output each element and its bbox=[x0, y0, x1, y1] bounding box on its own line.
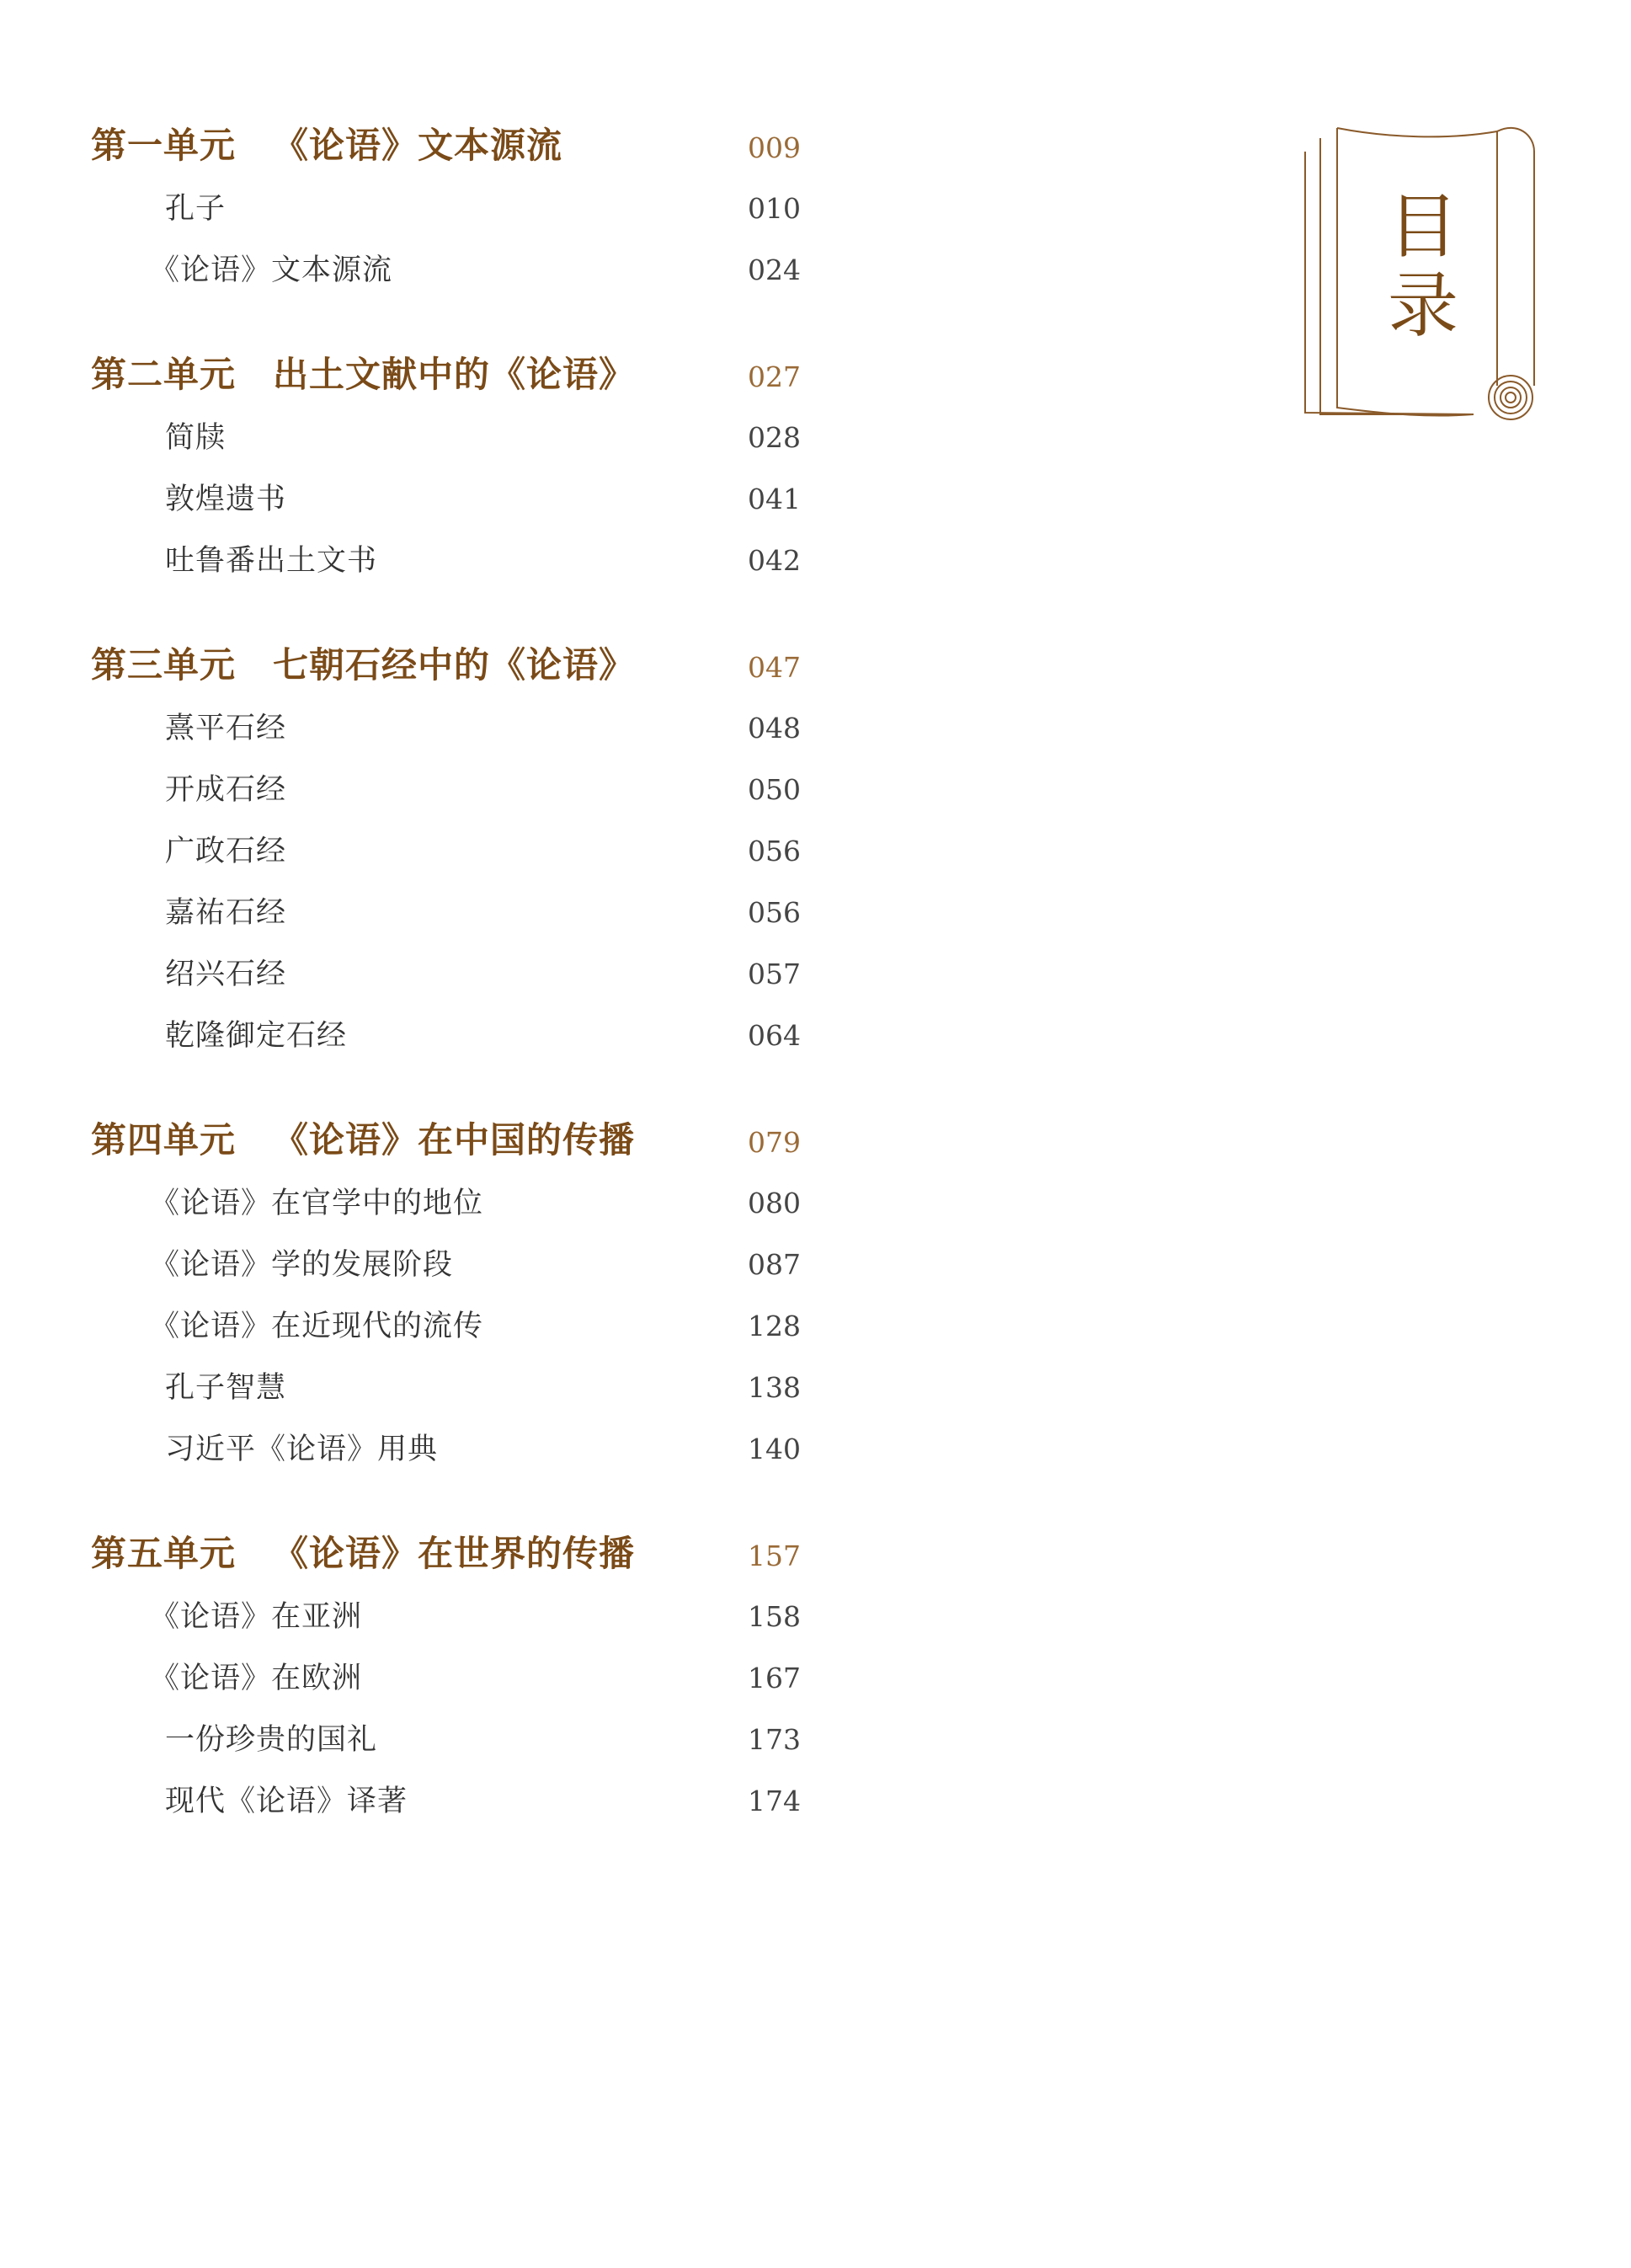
entry-page-number: 056 bbox=[748, 835, 801, 867]
unit-page-number: 157 bbox=[748, 1540, 801, 1572]
emblem-char-1: 目 bbox=[1387, 185, 1458, 268]
entry-title: 现代《论语》译著 bbox=[165, 1785, 408, 1818]
entry-title: 《论语》在欧洲 bbox=[150, 1662, 363, 1695]
toc-entry[interactable] bbox=[91, 889, 801, 951]
entry-title: 吐鲁番出土文书 bbox=[165, 544, 378, 578]
toc-entry[interactable] bbox=[91, 185, 801, 247]
unit-heading[interactable] bbox=[91, 1526, 801, 1583]
entry-title: 《论语》在近现代的流传 bbox=[150, 1310, 484, 1343]
toc-unit-4 bbox=[91, 1113, 801, 1487]
entry-page-number: 057 bbox=[748, 958, 801, 990]
toc-entry[interactable] bbox=[91, 414, 801, 476]
toc-entry[interactable] bbox=[91, 828, 801, 889]
unit-heading[interactable] bbox=[91, 1113, 801, 1170]
entry-title: 乾隆御定石经 bbox=[165, 1019, 348, 1053]
entry-page-number: 064 bbox=[748, 1019, 801, 1052]
toc-entry[interactable] bbox=[91, 1593, 801, 1655]
entry-title: 敦煌遗书 bbox=[165, 483, 287, 516]
emblem-char-2: 录 bbox=[1387, 264, 1458, 347]
unit-page-number: 027 bbox=[748, 360, 801, 393]
table-of-contents bbox=[91, 118, 801, 1878]
entry-title: 《论语》学的发展阶段 bbox=[150, 1248, 454, 1282]
entry-title: 广政石经 bbox=[165, 835, 287, 868]
unit-heading[interactable] bbox=[91, 347, 801, 404]
toc-unit-2 bbox=[91, 347, 801, 599]
toc-entry[interactable] bbox=[91, 1716, 801, 1778]
unit-heading[interactable] bbox=[91, 118, 801, 175]
toc-entry[interactable] bbox=[91, 1364, 801, 1426]
entry-title: 《论语》在亚洲 bbox=[150, 1600, 363, 1634]
toc-entry[interactable] bbox=[91, 537, 801, 599]
entry-title: 熹平石经 bbox=[165, 712, 287, 745]
toc-unit-1 bbox=[91, 118, 801, 308]
unit-title: 《论语》文本源流 bbox=[273, 125, 563, 166]
entry-page-number: 138 bbox=[748, 1371, 801, 1404]
unit-page-number: 009 bbox=[748, 131, 801, 164]
entry-title: 《论语》文本源流 bbox=[150, 253, 393, 287]
entry-page-number: 042 bbox=[748, 544, 801, 577]
unit-title: 《论语》在中国的传播 bbox=[273, 1119, 636, 1161]
toc-entry[interactable] bbox=[91, 1426, 801, 1487]
entry-title: 简牍 bbox=[165, 421, 227, 455]
entry-page-number: 167 bbox=[748, 1662, 801, 1694]
entry-title: 孔子 bbox=[165, 192, 227, 226]
unit-title: 出土文献中的《论语》 bbox=[273, 354, 636, 395]
toc-entry[interactable] bbox=[91, 476, 801, 537]
emblem-title bbox=[1381, 187, 1465, 345]
toc-entry[interactable] bbox=[91, 247, 801, 308]
unit-number: 第四单元 bbox=[91, 1119, 237, 1161]
unit-page-number: 047 bbox=[748, 651, 801, 684]
entry-page-number: 080 bbox=[748, 1187, 801, 1219]
entry-title: 《论语》在官学中的地位 bbox=[150, 1187, 484, 1220]
unit-number: 第二单元 bbox=[91, 354, 237, 395]
entry-page-number: 048 bbox=[748, 712, 801, 744]
toc-entry[interactable] bbox=[91, 1655, 801, 1716]
toc-entry[interactable] bbox=[91, 1303, 801, 1364]
entry-page-number: 041 bbox=[748, 483, 801, 515]
toc-entry[interactable] bbox=[91, 1241, 801, 1303]
entry-page-number: 050 bbox=[748, 773, 801, 806]
toc-entry[interactable] bbox=[91, 1012, 801, 1074]
entry-title: 一份珍贵的国礼 bbox=[165, 1723, 378, 1757]
entry-page-number: 128 bbox=[748, 1310, 801, 1342]
unit-title: 《论语》在世界的传播 bbox=[273, 1533, 636, 1574]
entry-title: 嘉祐石经 bbox=[165, 896, 287, 930]
toc-entry[interactable] bbox=[91, 1778, 801, 1839]
unit-number: 第三单元 bbox=[91, 644, 237, 686]
unit-heading[interactable] bbox=[91, 638, 801, 695]
scroll-roll-ring-3 bbox=[1506, 392, 1516, 403]
entry-page-number: 174 bbox=[748, 1785, 801, 1817]
entry-page-number: 087 bbox=[748, 1248, 801, 1281]
unit-number: 第一单元 bbox=[91, 125, 237, 166]
toc-unit-5 bbox=[91, 1526, 801, 1839]
scroll-rod bbox=[1497, 128, 1534, 386]
entry-page-number: 024 bbox=[748, 253, 801, 286]
scroll-roll-ring-1 bbox=[1495, 382, 1527, 414]
entry-title: 开成石经 bbox=[165, 773, 287, 807]
unit-page-number: 079 bbox=[748, 1126, 801, 1159]
entry-page-number: 140 bbox=[748, 1433, 801, 1465]
toc-entry[interactable] bbox=[91, 1180, 801, 1241]
entry-page-number: 173 bbox=[748, 1723, 801, 1756]
entry-title: 习近平《论语》用典 bbox=[165, 1433, 439, 1466]
entry-page-number: 158 bbox=[748, 1600, 801, 1633]
entry-title: 绍兴石经 bbox=[165, 958, 287, 991]
toc-entry[interactable] bbox=[91, 705, 801, 766]
entry-page-number: 056 bbox=[748, 896, 801, 929]
entry-title: 孔子智慧 bbox=[165, 1371, 287, 1405]
unit-number: 第五单元 bbox=[91, 1533, 237, 1574]
toc-entry[interactable] bbox=[91, 951, 801, 1012]
scroll-roll-ring-2 bbox=[1500, 387, 1521, 408]
toc-entry[interactable] bbox=[91, 766, 801, 828]
toc-unit-3 bbox=[91, 638, 801, 1074]
entry-page-number: 010 bbox=[748, 192, 801, 225]
unit-title: 七朝石经中的《论语》 bbox=[273, 644, 636, 686]
entry-page-number: 028 bbox=[748, 421, 801, 454]
